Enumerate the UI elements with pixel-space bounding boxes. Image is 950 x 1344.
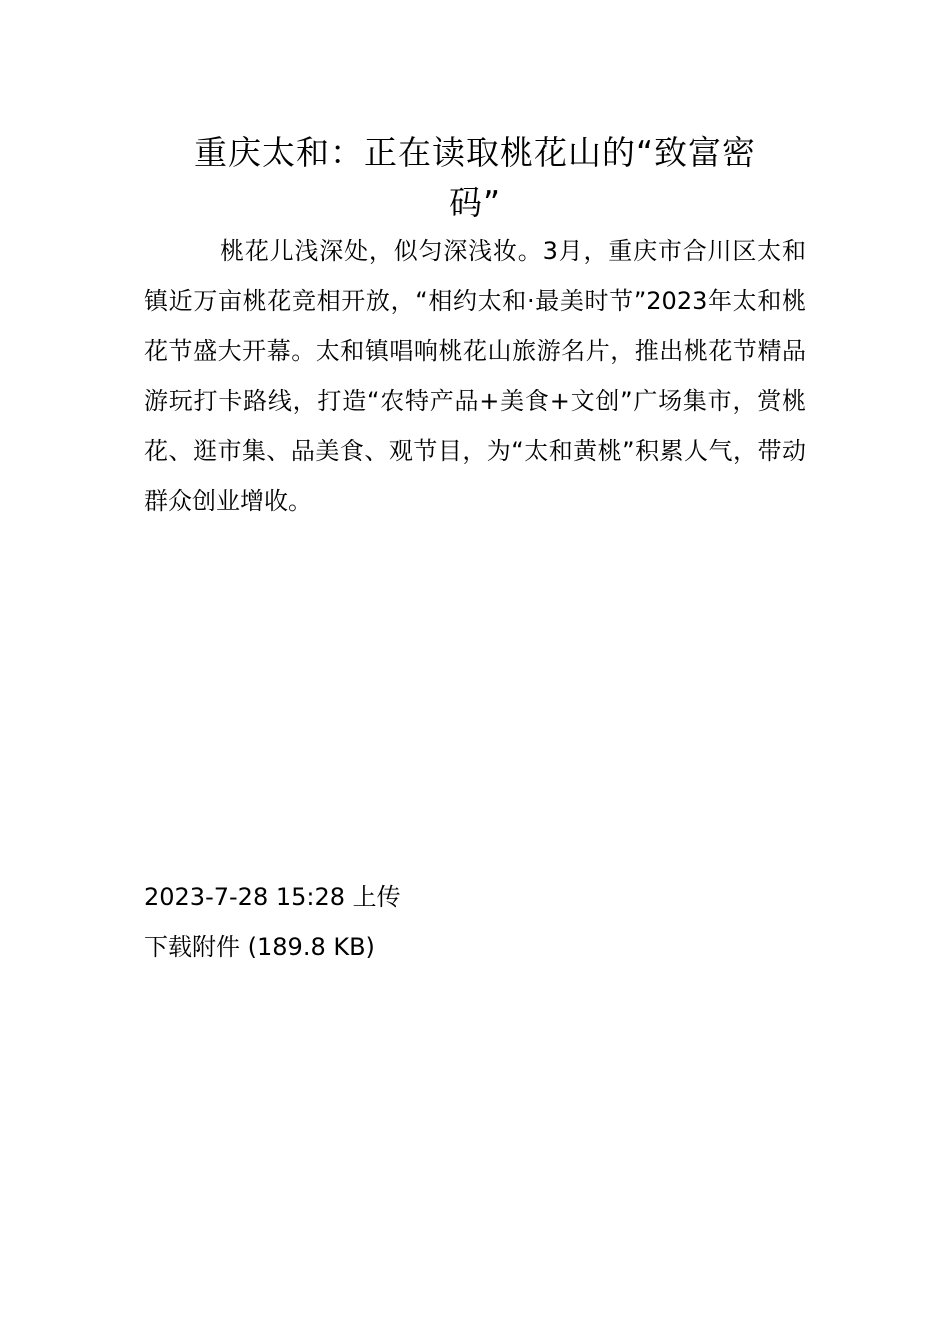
download-attachment-link[interactable]: 下载附件: [144, 933, 240, 961]
upload-label: 上传: [352, 883, 401, 911]
attachment-size: (189.8 KB): [247, 933, 375, 961]
upload-info: [144, 872, 401, 922]
upload-time: 2023-7-28 15:28: [144, 883, 345, 911]
download-attachment[interactable]: [144, 922, 375, 972]
article-title: 重庆太和：正在读取桃花山的“致富密码”: [193, 133, 757, 222]
article-body: 桃花儿浅深处，似匀深浅妆。3月，重庆市合川区太和镇近万亩桃花竞相开放，“相约太和·最美时节”2023年太和桃花节盛大开幕。太和镇唱响桃花山旅游名片，推出桃花节精品游玩打卡路线，打造“农特产品+美食+文创”广场集市，赏桃花、逛市集、品美食、观节目，为“太和黄桃”积累人气，带动群众创业增收。: [144, 237, 806, 515]
